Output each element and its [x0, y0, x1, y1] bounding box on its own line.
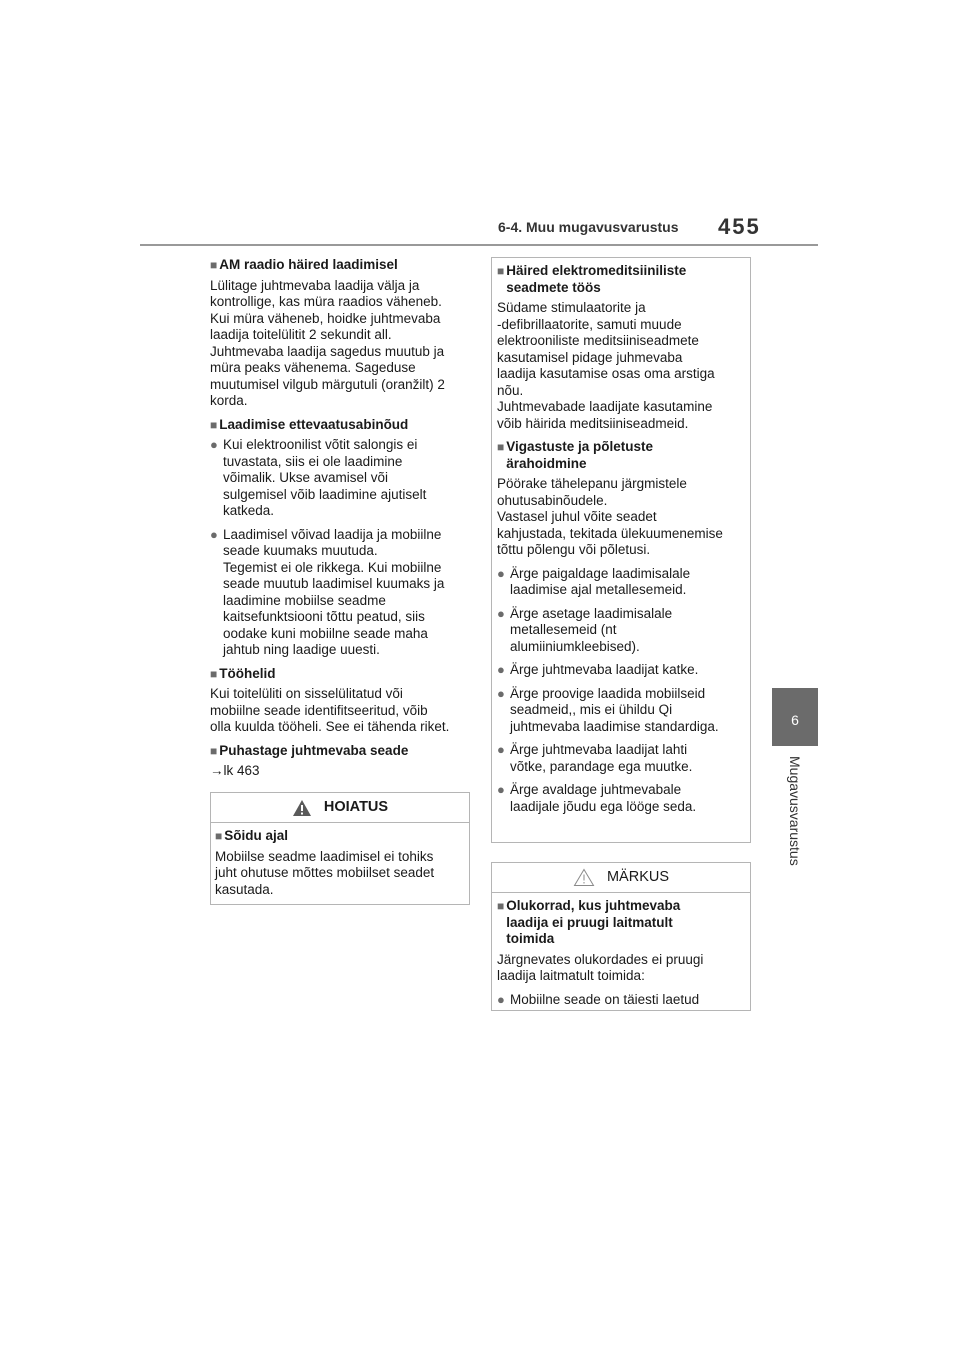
list-item: ● Ärge avaldage juhtmevabale laadijale jõudu ega lööge seda.	[497, 782, 697, 814]
note-title: MÄRKUS	[606, 869, 670, 886]
round-bullet-icon: ●	[497, 565, 505, 581]
warning-box	[210, 792, 470, 905]
page-reference[interactable]: →lk 463	[210, 763, 260, 778]
section-heading: ■ Tööhelid	[210, 665, 276, 681]
list-item: ● Ärge juhtmevaba laadijat katke.	[497, 662, 699, 677]
round-bullet-icon: ●	[497, 991, 505, 1007]
square-bullet-icon: ■	[497, 440, 505, 454]
list-item: ● Ärge paigaldage laadimisalale laadimise ajal metallesemeid.	[497, 565, 691, 597]
warning-continuation-box	[491, 257, 751, 843]
round-bullet-icon: ●	[497, 742, 505, 757]
chapter-side-label	[765, 756, 825, 886]
round-bullet-icon: ●	[497, 782, 505, 797]
round-bullet-icon: ●	[497, 685, 505, 701]
chapter-title: Mugavusvarustus	[787, 756, 803, 866]
list-item: ● Kui elektroonilist võtit salongis ei tuvastata, siis ei ole laadimine võimalik. Ukse avamisel või sulgemisel võib laadimine ajutiselt katkeda.	[210, 437, 427, 518]
warning-text: Mobiilse seadme laadimisel ei tohiks juht ohutuse mõttes mobiilset seadet kasutada.	[215, 848, 435, 897]
warning-header	[211, 793, 469, 823]
warning-title: HOIATUS	[323, 799, 389, 816]
list-item: ● Laadimisel võivad laadija ja mobiilne seade kuumaks muutuda. Tegemist ei ole rikkega. Kui mobiilne seade muutub laadimisel kuumaks ja laadimine mobiilse seadme kaitsefunktsiooni tõttu peatud, siis oodake kuni mobiilne seade maha jahtub ning laadige uuesti.	[210, 526, 445, 657]
paragraph: Lülitage juhtmevaba laadija välja ja kontrollige, kas müra raadios väheneb. Kui müra väheneb, hoidke juhtmevaba laadija toitelülitit 2 sekundit all. Juhtmevaba laadija sagedus muutub ja müra peaks vähenema. Sageduse muutumisel vilgub märgutuli (oranžilt) 2 korda.	[210, 277, 445, 408]
section-heading: ■ Häired elektromeditsiiniliste seadmete töös	[497, 263, 687, 295]
warning-triangle-icon	[292, 799, 312, 817]
section-heading: ■ Laadimise ettevaatusabinõud	[210, 416, 409, 432]
note-box	[491, 862, 751, 1011]
left-column	[210, 257, 472, 787]
square-bullet-icon: ■	[497, 899, 505, 913]
list-item: ● Mobiilne seade on täiesti laetud	[497, 991, 700, 1007]
round-bullet-icon: ●	[497, 605, 505, 621]
section-title: 6-4. Muu mugavusvarustus	[498, 219, 679, 235]
note-heading: ■ Olukorrad, kus juhtmevaba laadija ei pruugi laitmatult toimida	[497, 898, 681, 946]
section-heading: ■ AM raadio häired laadimisel	[210, 257, 398, 272]
square-bullet-icon: ■	[210, 743, 218, 758]
square-bullet-icon: ■	[210, 258, 218, 272]
round-bullet-icon: ●	[497, 662, 505, 677]
header-divider	[140, 244, 818, 246]
list-item: ● Ärge proovige laadida mobiilseid seadmeid,, mis ei ühildu Qi juhtmevaba laadimise standardiga.	[497, 685, 719, 734]
square-bullet-icon: ■	[210, 417, 218, 432]
round-bullet-icon: ●	[210, 526, 218, 542]
list-item: ● Ärge asetage laadimisalale metallesemeid (nt alumiiniumkleebised).	[497, 605, 673, 654]
paragraph: Kui toitelüliti on sisselülitatud või mobiilne seade identifitseeritud, võib olla kuulda tööheli. See ei tähenda riket.	[210, 686, 450, 734]
square-bullet-icon: ■	[210, 666, 218, 681]
section-heading: ■ Vigastuste ja põletuste ärahoidmine	[497, 439, 654, 471]
paragraph: Südame stimulaatorite ja -defibrillaatorite, samuti muude elektrooniliste meditsiiniseadmete kasutamisel pidage juhmevaba laadija kasutamise osas oma arstiga nõu. Juhtmevabade laadijate kasutamine võib häirida meditsiiniseadmeid.	[497, 300, 715, 431]
paragraph: Pöörake tähelepanu järgmistele ohutusabinõudele. Vastasel juhul võite seadet kahjustada, tekitada ülekuumenemise tõttu põlengu või põletusi.	[497, 476, 723, 557]
list-item: ● Ärge juhtmevaba laadijat lahti võtke, parandage ega muutke.	[497, 742, 693, 774]
page-number: 455	[718, 214, 761, 239]
caution-triangle-outline-icon	[573, 868, 595, 887]
chapter-tab: 6	[772, 688, 818, 746]
round-bullet-icon: ●	[210, 437, 218, 452]
warning-heading: ■ Sõidu ajal	[215, 828, 289, 843]
square-bullet-icon: ■	[497, 264, 505, 278]
square-bullet-icon: ■	[215, 829, 223, 843]
paragraph: Järgnevates olukordades ei pruugi laadija laitmatult toimida:	[497, 951, 704, 983]
note-header	[492, 863, 750, 893]
section-heading: ■ Puhastage juhtmevaba seade	[210, 742, 409, 758]
